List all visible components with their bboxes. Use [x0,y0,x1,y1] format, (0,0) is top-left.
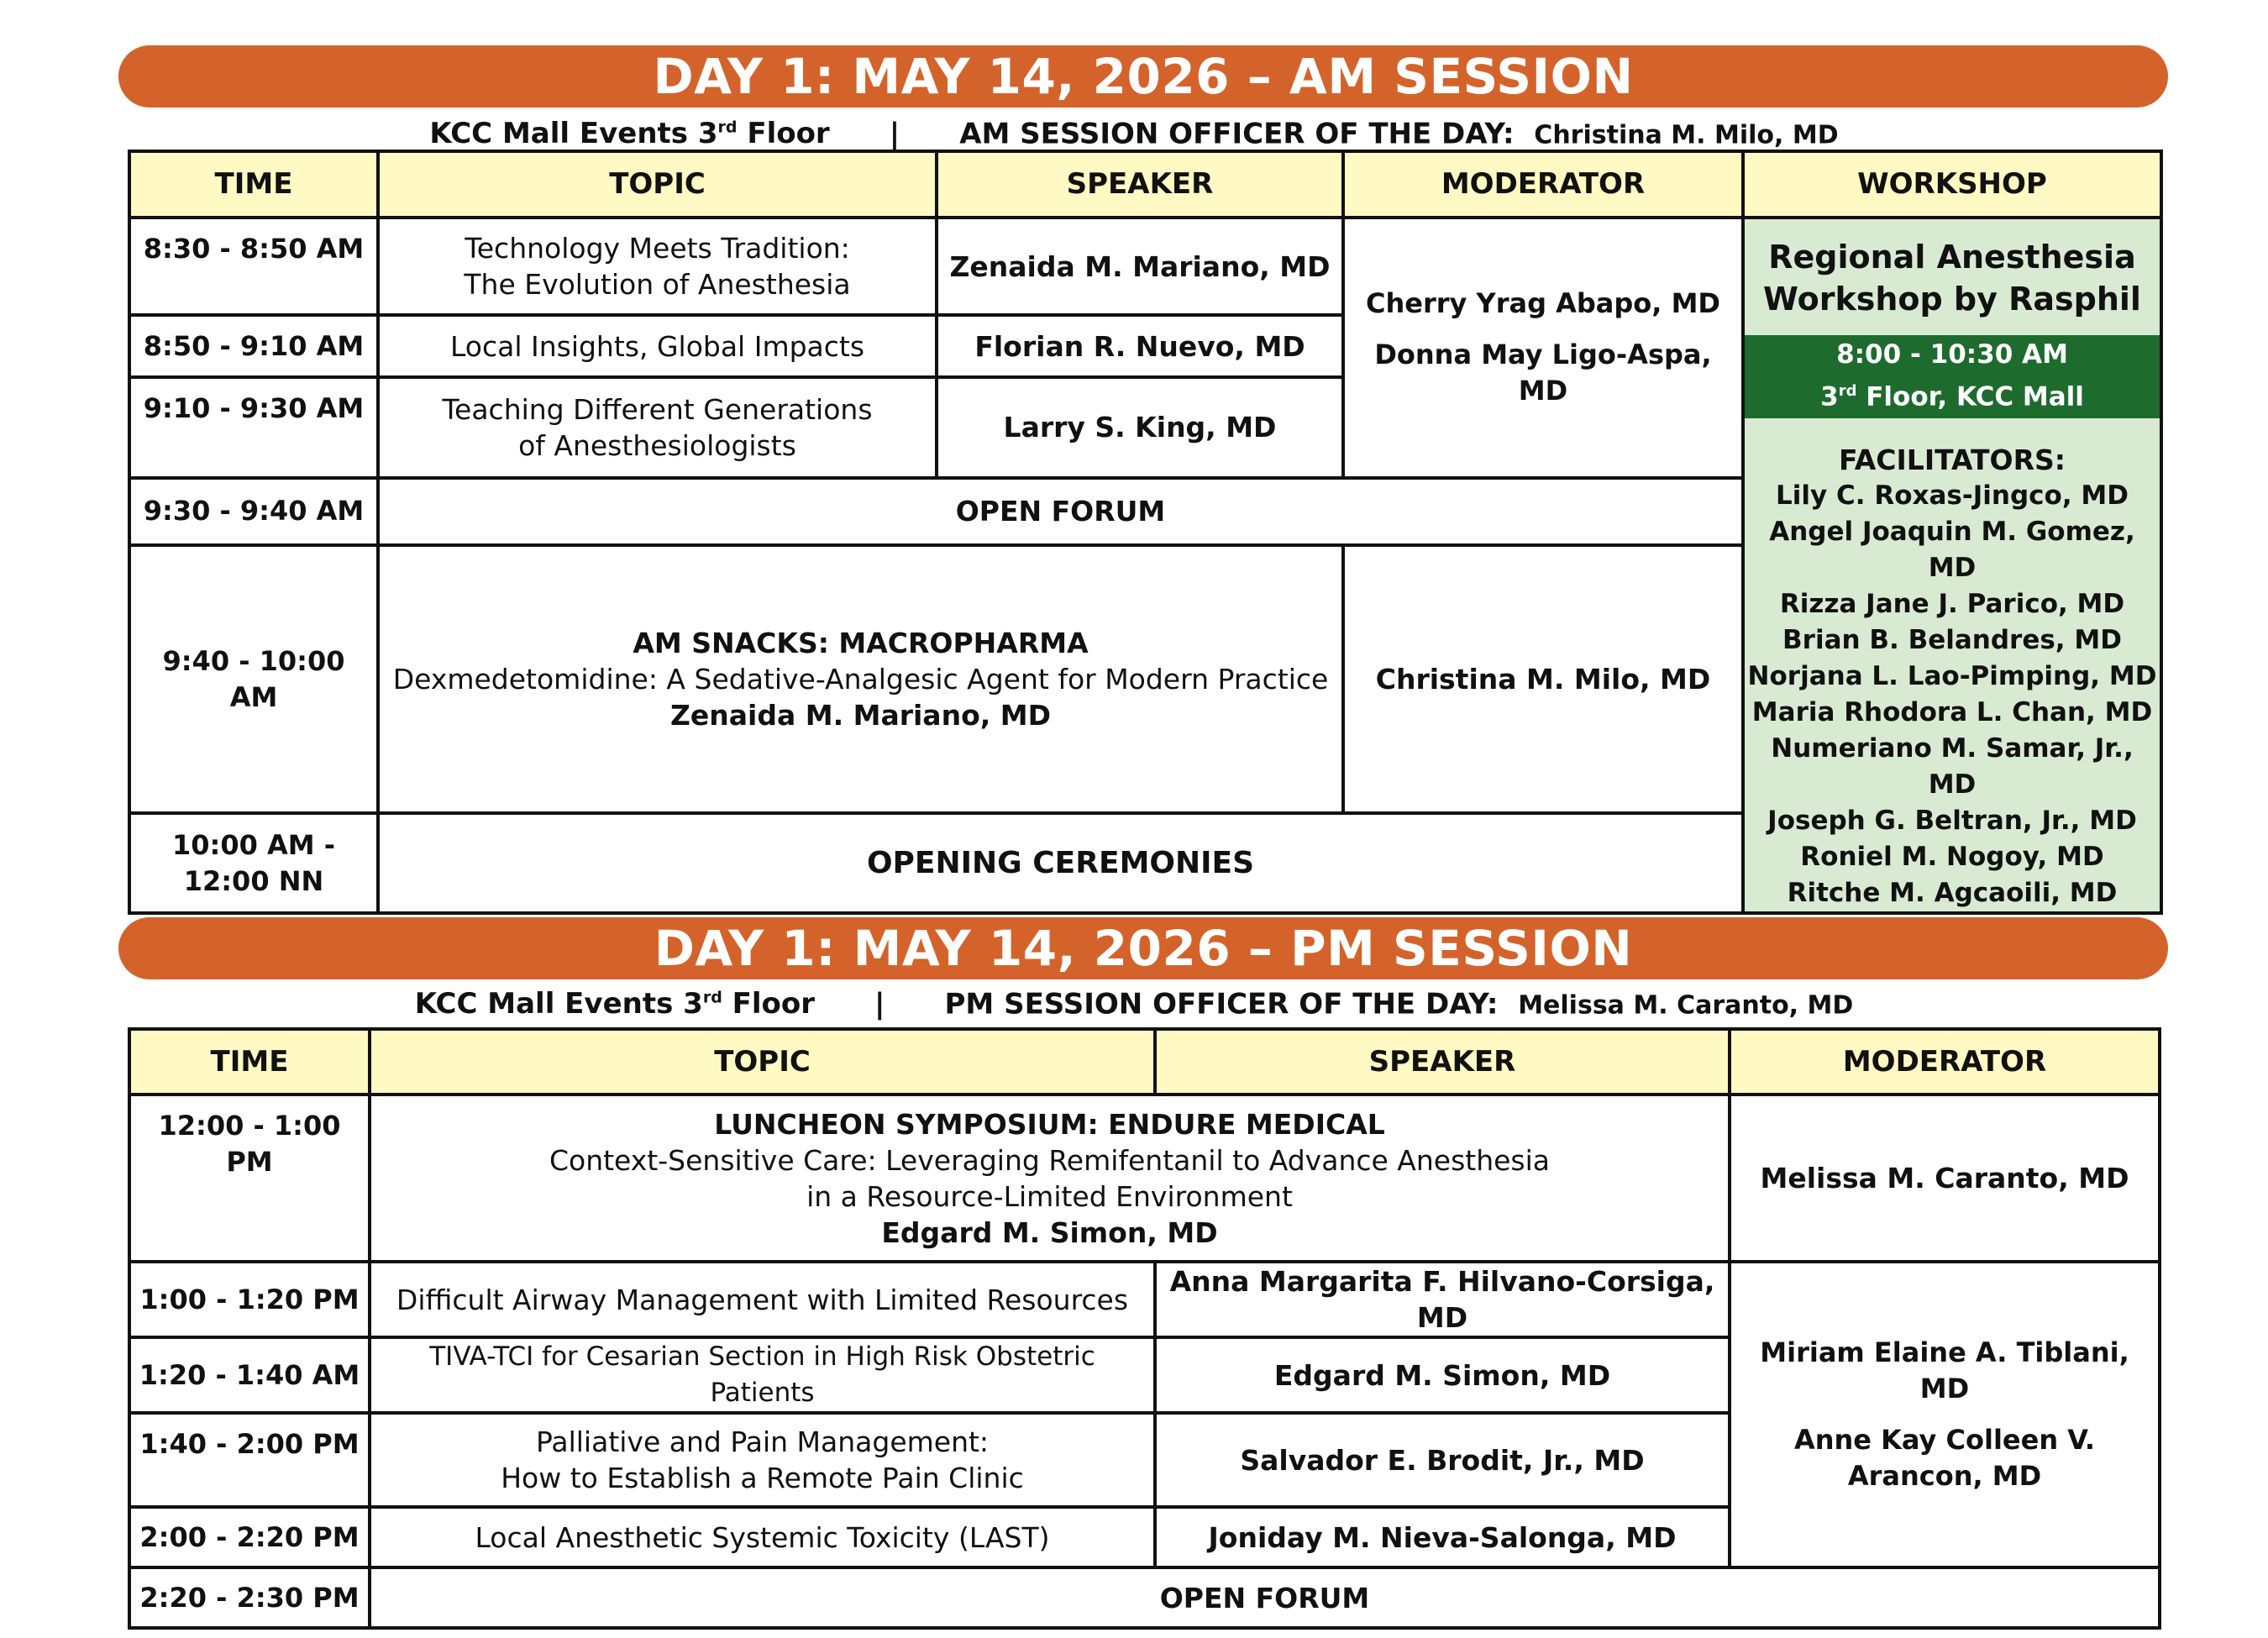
facilitators-list [1745,478,2160,911]
facilitator-name: Brian B. Belandres, MD [1782,625,2122,656]
table-row [129,1262,2160,1337]
time-cell: 8:30 - 8:50 AM [129,218,378,315]
pm-header-topic: TOPIC [370,1029,1155,1095]
facilitator-name: Norjana L. Lao-Pimping, MD [1747,661,2157,692]
time-cell: 2:00 - 2:20 PM [129,1507,370,1567]
am-header-workshop: WORKSHOP [1743,151,2161,218]
topic-cell: Local Insights, Global Impacts [378,315,937,377]
time-cell: 9:10 - 9:30 AM [129,377,378,477]
time-cell: 2:20 - 2:30 PM [129,1567,370,1628]
pm-officer-label: PM SESSION OFFICER OF THE DAY: [944,987,1499,1021]
am-header-time: TIME [129,151,378,218]
topic-cell: AM SNACKS: MACROPHARMA Dexmedetomidine: A Sedative-Analgesic Agent for Modern Practice Zenaida M. Mariano, MD [378,545,1343,813]
open-forum-cell: OPEN FORUM [378,478,1743,546]
speaker-cell: Salvador E. Brodit, Jr., MD [1155,1413,1730,1507]
topic-cell: Teaching Different Generations of Anesthesiologists [378,377,937,477]
pm-venue: KCC Mall Events 3rd Floor [414,987,816,1021]
time-cell: 1:40 - 2:00 PM [129,1413,370,1507]
workshop-title: Regional Anesthesia Workshop by Rasphil [1763,239,2141,318]
facilitator-name: Numeriano M. Samar, Jr., MD [1771,733,2134,801]
time-cell: 8:50 - 9:10 AM [129,315,378,377]
time-cell: 1:20 - 1:40 AM [129,1337,370,1413]
topic-cell: Difficult Airway Management with Limited Resources [370,1262,1155,1337]
speaker-cell: Joniday M. Nieva-Salonga, MD [1155,1507,1730,1567]
moderator-name: Miriam Elaine A. Tiblani, MD [1760,1336,2129,1404]
speaker-cell: Florian R. Nuevo, MD [937,315,1343,377]
am-header-speaker: SPEAKER [937,151,1343,218]
moderator-name: Cherry Yrag Abapo, MD [1366,287,1720,320]
pm-moderators-cell [1730,1262,2160,1567]
pm-header-speaker: SPEAKER [1155,1029,1730,1095]
moderator-name: Arancon, MD [1847,1460,2042,1492]
speaker-cell: Anna Margarita F. Hilvano-Corsiga, MD [1155,1262,1730,1337]
time-cell: 1:00 - 1:20 PM [129,1262,370,1337]
facilitator-name: Rizza Jane J. Parico, MD [1779,589,2125,620]
am-venue: KCC Mall Events 3rd Floor [429,117,830,151]
workshop-time: 8:00 - 10:30 AM [1836,339,2068,370]
am-separator: | [889,117,900,151]
topic-cell: Technology Meets Tradition: The Evolution of Anesthesia [378,218,937,315]
topic-cell: LUNCHEON SYMPOSIUM: ENDURE MEDICAL Context-Sensitive Care: Leveraging Remifentanil to Advance Anesthesia in a Resource-Limited Environment Edgard M. Simon, MD [370,1095,1730,1262]
pm-header-time: TIME [129,1029,370,1095]
am-header-moderator: MODERATOR [1343,151,1743,218]
facilitator-name: Angel Joaquin M. Gomez, MD [1769,517,2135,584]
pm-session-banner: DAY 1: MAY 14, 2026 – PM SESSION [118,917,2168,979]
pm-officer-name: Melissa M. Caranto, MD [1518,990,1854,1021]
am-officer-name: Christina M. Milo, MD [1534,120,1839,150]
facilitators-heading: FACILITATORS: [1839,444,2066,477]
pm-header-moderator: MODERATOR [1730,1029,2160,1095]
moderator-name: Anne Kay Colleen V. [1793,1424,2096,1456]
time-cell: 10:00 AM - 12:00 NN [129,813,378,913]
workshop-place: 3rd Floor, KCC Mall [1820,381,2084,412]
facilitator-name: Maria Rhodora L. Chan, MD [1751,697,2153,728]
am-session-subline [0,109,2268,154]
workshop-time-block [1745,335,2160,418]
moderator-cell: Melissa M. Caranto, MD [1730,1095,2160,1262]
am-moderators-cell [1343,218,1743,478]
time-cell: 9:30 - 9:40 AM [129,478,378,546]
speaker-cell: Edgard M. Simon, MD [1155,1337,1730,1413]
table-row [129,218,2161,315]
speaker-cell: Zenaida M. Mariano, MD [937,218,1343,315]
facilitator-name: Roniel M. Nogoy, MD [1800,842,2104,873]
table-row [129,1567,2160,1628]
pm-separator: | [874,987,885,1021]
time-cell: 9:40 - 10:00 AM [129,545,378,813]
facilitator-name: Joseph G. Beltran, Jr., MD [1767,806,2137,837]
speaker-cell: Larry S. King, MD [937,377,1343,477]
am-session-banner: DAY 1: MAY 14, 2026 – AM SESSION [118,45,2168,108]
pm-schedule-table [128,1027,2161,1630]
opening-ceremonies-cell: OPENING CEREMONIES [378,813,1743,913]
pm-session-subline [0,979,2268,1024]
topic-cell: Palliative and Pain Management: How to Establish a Remote Pain Clinic [370,1413,1155,1507]
facilitator-name: Lily C. Roxas-Jingco, MD [1776,480,2129,512]
open-forum-cell: OPEN FORUM [370,1567,2160,1628]
workshop-cell [1743,218,2161,913]
am-schedule-table [128,150,2163,915]
am-header-topic: TOPIC [378,151,937,218]
moderator-name: Donna May Ligo-Aspa, MD [1374,339,1712,407]
moderator-cell: Christina M. Milo, MD [1343,545,1743,813]
am-officer-label: AM SESSION OFFICER OF THE DAY: [959,117,1515,151]
time-cell: 12:00 - 1:00 PM [129,1095,370,1262]
topic-cell: TIVA-TCI for Cesarian Section in High Risk Obstetric Patients [370,1337,1155,1413]
table-row [129,1095,2160,1262]
topic-cell: Local Anesthetic Systemic Toxicity (LAST) [370,1507,1155,1567]
facilitator-name: Ritche M. Agcaoili, MD [1787,878,2118,909]
